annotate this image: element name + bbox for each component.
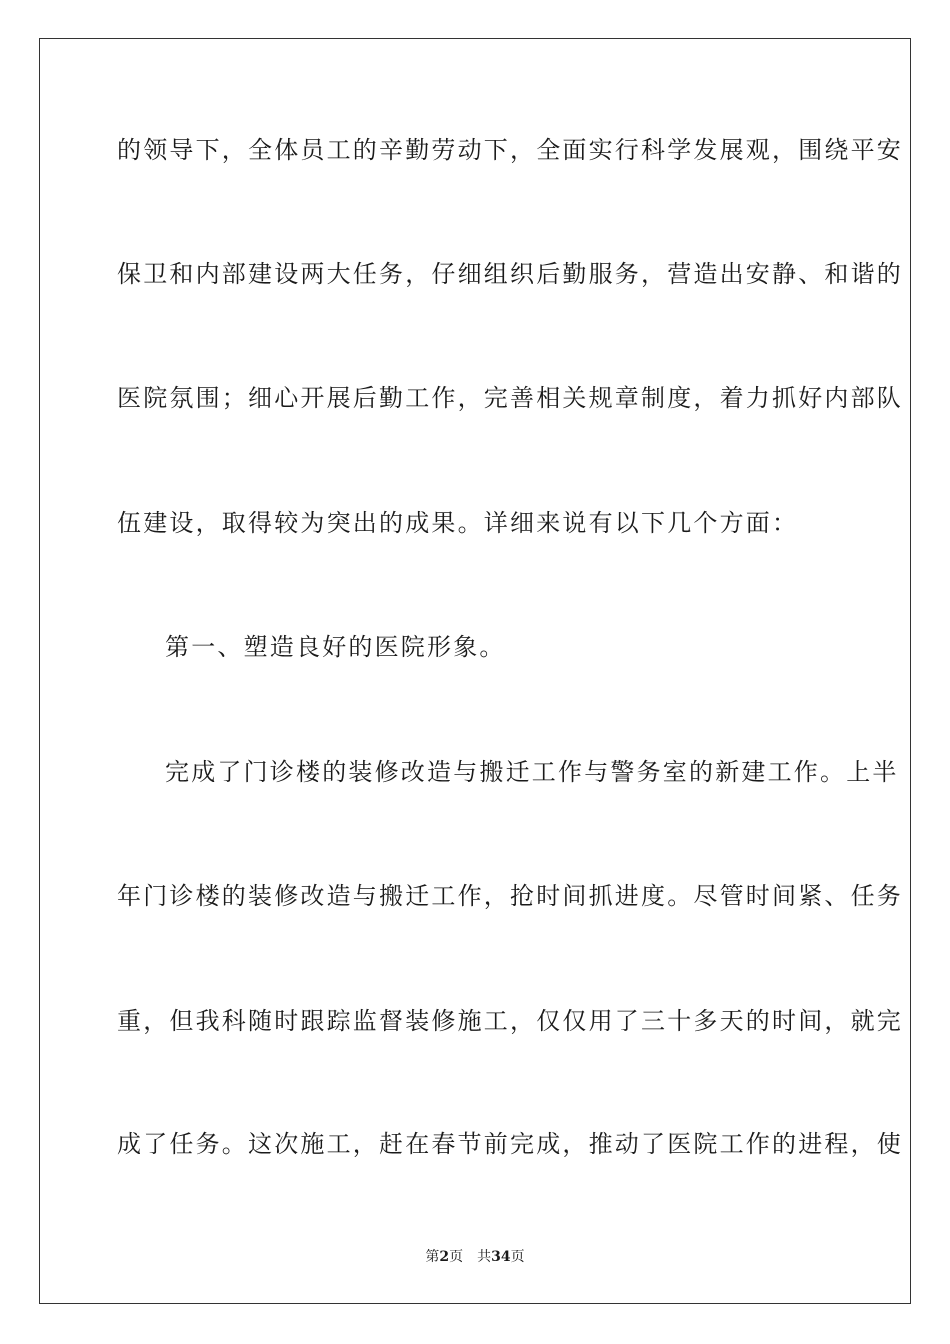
total-prefix: 共 (477, 1249, 492, 1265)
text-line: 成了任务。这次施工，赶在春节前完成，推动了医院工作的进程，使 (117, 1130, 903, 1158)
text-line: 重，但我科随时跟踪监督装修施工，仅仅用了三十多天的时间，就完 (117, 1007, 903, 1035)
total-pages: 34 (491, 1249, 511, 1265)
text-line: 伍建设，取得较为突出的成果。详细来说有以下几个方面： (117, 509, 799, 537)
text-line: 年门诊楼的装修改造与搬迁工作，抢时间抓进度。尽管时间紧、任务 (117, 882, 903, 910)
page-suffix: 页 (449, 1249, 464, 1265)
total-suffix: 页 (510, 1249, 525, 1265)
text-line: 医院氛围；细心开展后勤工作，完善相关规章制度，着力抓好内部队 (117, 384, 903, 412)
page-number: 2 (439, 1249, 450, 1265)
page-footer (0, 1248, 950, 1266)
text-line: 的领导下，全体员工的辛勤劳动下，全面实行科学发展观，围绕平安 (117, 136, 903, 164)
page-border (39, 38, 911, 1304)
section-heading: 第一、塑造良好的医院形象。 (165, 633, 506, 661)
page-prefix: 第 (425, 1249, 440, 1265)
paragraph-first-line: 完成了门诊楼的装修改造与搬迁工作与警务室的新建工作。上半 (165, 758, 899, 786)
text-line: 保卫和内部建设两大任务，仔细组织后勤服务，营造出安静、和谐的 (117, 260, 903, 288)
